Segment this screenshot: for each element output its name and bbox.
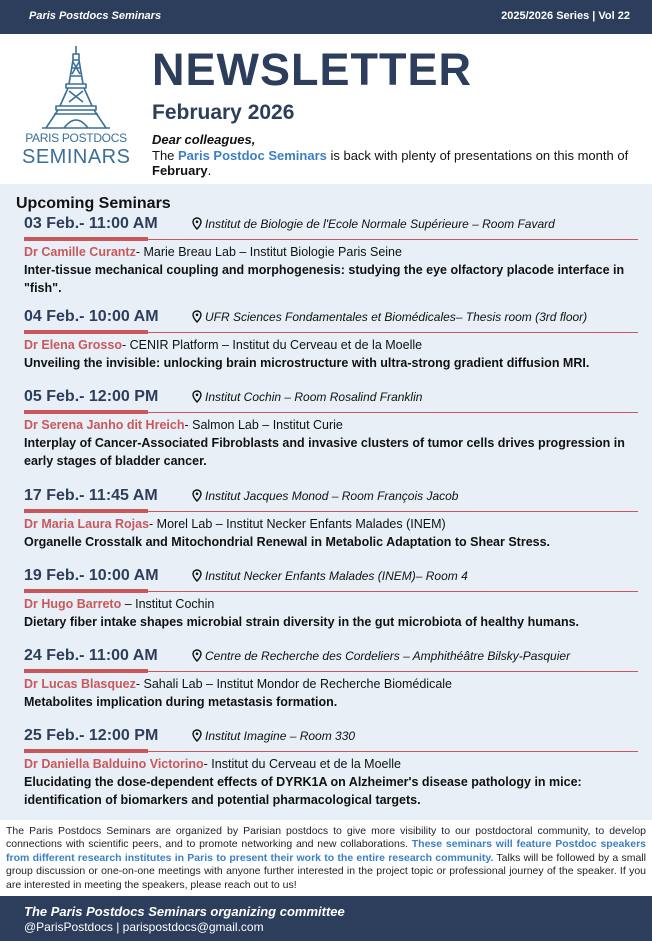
divider-accent xyxy=(24,669,148,673)
seminar-location xyxy=(192,489,458,503)
speaker-name: Dr Hugo Barreto xyxy=(24,597,122,611)
footer-text: The Paris Postdocs Seminars are organized by Parisian postdocs to give more visibility to our postdoctoral community, to develop connections with scientific peers, and to promote networking and new collaborations. xyxy=(6,825,646,851)
footer-description xyxy=(6,825,646,892)
seminar-speaker xyxy=(24,517,446,531)
intro-text: . xyxy=(207,163,212,178)
intro-paragraph xyxy=(152,148,642,178)
location-pin-icon xyxy=(192,489,202,502)
seminar-date: 17 Feb.- 11:45 AM xyxy=(24,487,158,504)
logo-text-top: PARIS POSTDOCS xyxy=(25,131,127,145)
seminar-date: 04 Feb.- 10:00 AM xyxy=(24,308,159,325)
eiffel-tower-icon xyxy=(40,44,112,130)
seminar-speaker xyxy=(24,757,401,771)
divider-accent xyxy=(24,330,148,334)
newsletter-month: February 2026 xyxy=(152,101,295,124)
footer-text: Talks will be followed by a small group discussion or one-on-one meetings with anyone further interested in the project topic or professional journey of the speaker. If you are interested in meeting the speakers, please reach out to us! xyxy=(6,851,646,891)
upcoming-seminars-heading: Upcoming Seminars xyxy=(16,195,171,212)
intro-text: is back with plenty of presentations on this month of xyxy=(326,148,629,163)
bottom-banner xyxy=(0,896,652,941)
seminar-talk-title: Elucidating the dose-dependent effects of DYRK1A on Alzheimer's disease pathology in mice: identification of biomarkers and potential pharmacological targets. xyxy=(24,775,582,807)
speaker-name: Dr Lucas Blasquez xyxy=(24,677,136,691)
divider-accent xyxy=(24,237,148,241)
series-name: Paris Postdocs Seminars xyxy=(29,10,162,22)
seminar-date: 05 Feb.- 12:00 PM xyxy=(24,388,159,405)
intro-text: The xyxy=(152,148,179,163)
location-pin-icon xyxy=(192,569,202,582)
logo xyxy=(22,44,130,172)
seminar-location xyxy=(192,390,422,404)
location-pin-icon xyxy=(192,217,202,230)
seminar-talk-title: Inter-tissue mechanical coupling and morphogenesis: studying the eye olfactory placode interface in "fish". xyxy=(24,263,625,295)
seminar-talk-title: Metabolites implication during metastasis formation. xyxy=(24,695,338,709)
seminar-location-text: Centre de Recherche des Cordeliers – Amphithéâtre Bilsky-Pasquier xyxy=(205,649,571,663)
speaker-name: Dr Elena Grosso xyxy=(24,338,122,352)
seminar-speaker xyxy=(24,597,214,611)
logo-text-bottom: SEMINARS xyxy=(22,146,131,168)
contact-info[interactable]: @ParisPostdocs | parispostdocs@gmail.com xyxy=(24,920,264,934)
divider-accent xyxy=(24,509,148,513)
seminar-talk-title: Unveiling the invisible: unlocking brain microstructure with ultra-strong gradient diffusion MRI. xyxy=(24,356,590,370)
divider-accent xyxy=(24,589,148,593)
speaker-name: Dr Camille Curantz xyxy=(24,245,136,259)
seminar-date: 19 Feb.- 10:00 AM xyxy=(24,567,159,584)
series-info: 2025/2026 Series | Vol 22 xyxy=(501,10,630,22)
location-pin-icon xyxy=(192,390,202,403)
committee-signature: The Paris Postdocs Seminars organizing committee xyxy=(24,904,345,919)
speaker-affiliation: - Morel Lab – Institut Necker Enfants Malades (INEM) xyxy=(149,517,446,531)
speaker-name: Dr Serena Janho dit Hreich xyxy=(24,418,185,432)
seminar-date: 03 Feb.- 11:00 AM xyxy=(24,215,158,232)
divider-accent xyxy=(24,749,148,753)
seminar-location-text: Institut Jacques Monod – Room François Jacob xyxy=(205,489,459,503)
location-pin-icon xyxy=(192,649,202,662)
speaker-affiliation: - Marie Breau Lab – Institut Biologie Paris Seine xyxy=(135,245,402,259)
seminar-location xyxy=(192,729,355,743)
speaker-affiliation: - Salmon Lab – Institut Curie xyxy=(184,418,343,432)
seminar-talk-title: Dietary fiber intake shapes microbial strain diversity in the gut microbiota of healthy humans. xyxy=(24,615,579,629)
location-pin-icon xyxy=(192,729,202,742)
seminars-panel xyxy=(0,184,652,820)
seminar-location xyxy=(192,649,570,663)
speaker-affiliation: – Institut Cochin xyxy=(121,597,215,611)
seminar-speaker xyxy=(24,677,452,691)
top-banner xyxy=(0,0,652,34)
intro-highlight: Paris Postdoc Seminars xyxy=(178,148,327,163)
seminar-location-text: UFR Sciences Fondamentales et Biomédicales– Thesis room (3rd floor) xyxy=(205,310,588,324)
seminar-location-text: Institut de Biologie de l'Ecole Normale Supérieure – Room Favard xyxy=(205,217,555,231)
seminar-talk-title: Organelle Crosstalk and Mitochondrial Renewal in Metabolic Adaptation to Shear Stress. xyxy=(24,535,551,549)
greeting: Dear colleagues, xyxy=(152,132,256,147)
speaker-name: Dr Maria Laura Rojas xyxy=(24,517,150,531)
seminar-speaker xyxy=(24,338,422,352)
speaker-affiliation: - CENIR Platform – Institut du Cerveau et de la Moelle xyxy=(121,338,423,352)
seminar-location xyxy=(192,310,587,324)
speaker-affiliation: - Sahali Lab – Institut Mondor de Recherche Biomédicale xyxy=(135,677,452,691)
seminar-speaker xyxy=(24,245,402,259)
seminar-location xyxy=(192,569,468,583)
divider-accent xyxy=(24,410,148,414)
seminar-location xyxy=(192,217,555,231)
seminar-location-text: Institut Cochin – Room Rosalind Franklin xyxy=(205,390,423,404)
location-pin-icon xyxy=(192,310,202,323)
speaker-affiliation: - Institut du Cerveau et de la Moelle xyxy=(203,757,401,771)
seminar-speaker xyxy=(24,418,343,432)
newsletter-title: NEWSLETTER xyxy=(152,44,472,95)
seminar-location-text: Institut Imagine – Room 330 xyxy=(205,729,356,743)
intro-month: February xyxy=(152,163,208,178)
seminar-date: 25 Feb.- 12:00 PM xyxy=(24,727,159,744)
speaker-name: Dr Daniella Balduino Victorino xyxy=(24,757,204,771)
seminar-location-text: Institut Necker Enfants Malades (INEM)– Room 4 xyxy=(205,569,468,583)
footer-highlight: These seminars will feature Postdoc speakers from different research institutes in Paris to present their work to the entire research community. xyxy=(6,838,646,864)
seminar-date: 24 Feb.- 11:00 AM xyxy=(24,647,158,664)
seminar-talk-title: Interplay of Cancer-Associated Fibroblasts and invasive clusters of tumor cells drives progression in early stages of bladder cancer. xyxy=(24,436,625,468)
